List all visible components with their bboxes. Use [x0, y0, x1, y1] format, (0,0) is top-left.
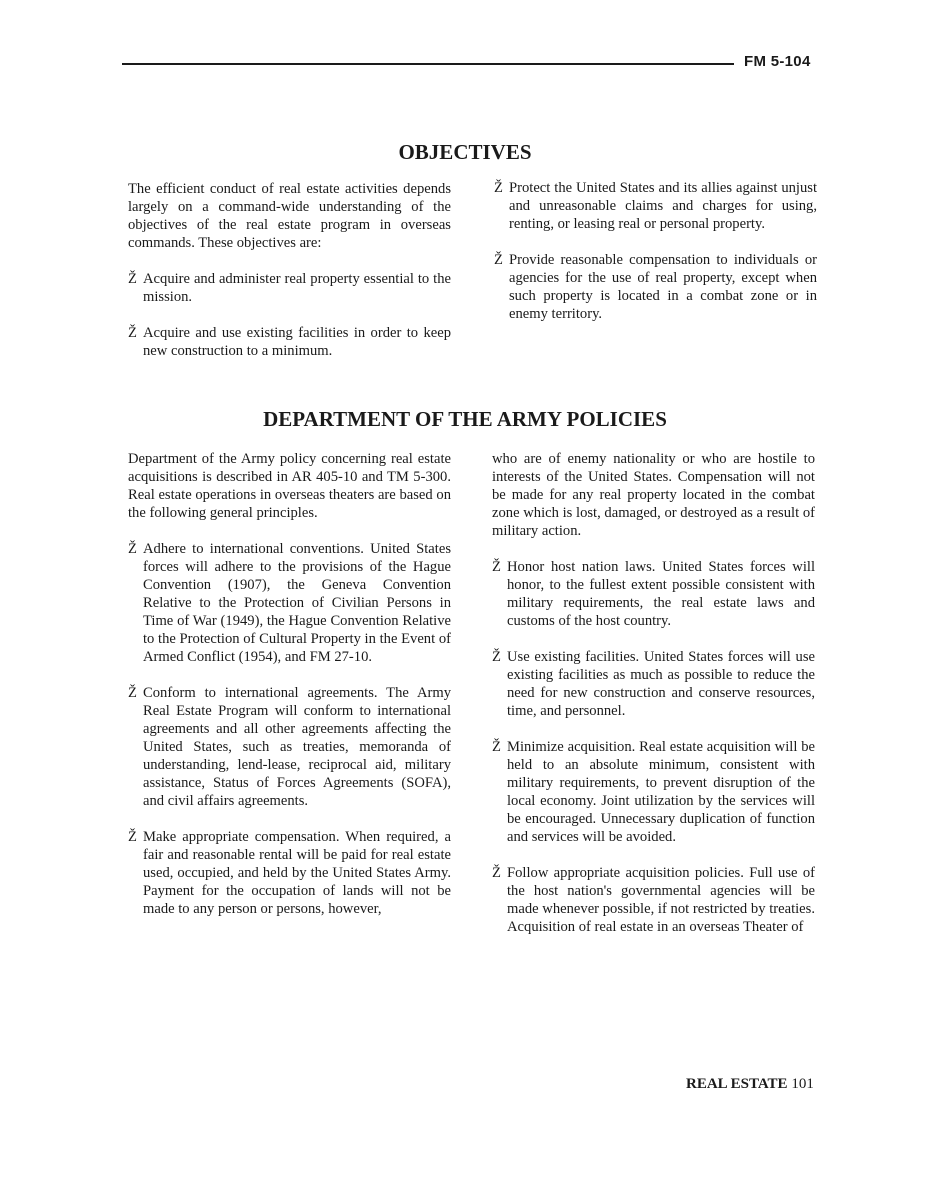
policy-text: Honor host nation laws. United States forces will honor, to the fullest extent possible consistent with military requirements, the real estate laws and customs of the host country.	[507, 559, 815, 629]
bullet-mark: Ž	[494, 180, 503, 196]
policy-bullet	[492, 648, 815, 720]
bullet-mark: Ž	[494, 252, 503, 268]
bullet-mark: Ž	[492, 559, 501, 575]
bullet-mark: Ž	[128, 325, 137, 341]
objectives-intro: The efficient conduct of real estate activities depends largely on a command-wide understanding of the objectives of the real estate program in overseas commands. These objectives are:	[128, 181, 451, 251]
policy-text: Make appropriate compensation. When required, a fair and reasonable rental will be paid for real estate used, occupied, and held by the United States Army. Payment for the occupation of lands will not be made to any person or persons, however,	[143, 829, 451, 917]
objective-text: Acquire and administer real property essential to the mission.	[143, 271, 451, 305]
policy-text: Adhere to international conventions. United States forces will adhere to the provisions of the Hague Convention (1907), the Geneva Convention Relative to the Protection of Civilian Persons in Time of War (1949), the Hague Convention Relative to the Protection of Cultural Property in the Event of Armed Conflict (1954), and FM 27-10.	[143, 541, 451, 665]
policy-continued-text: who are of enemy nationality or who are hostile to interests of the United States. Compensation will not be made for any real property located in the combat zone which is lost, damaged, or destroyed as a result of military action.	[492, 451, 815, 539]
document-id: FM 5-104	[744, 53, 811, 70]
objective-bullet	[128, 270, 451, 306]
bullet-mark: Ž	[128, 685, 137, 701]
bullet-mark: Ž	[128, 829, 137, 845]
policy-bullet	[492, 738, 815, 846]
page-number: 101	[791, 1076, 814, 1092]
objectives-title: OBJECTIVES	[398, 140, 532, 164]
policy-text: Follow appropriate acquisition policies. Full use of the host nation's governmental agencies will be made whenever possible, if not restricted by treaties. Acquisition of real estate in an overseas Theater of	[507, 865, 815, 935]
bullet-mark: Ž	[492, 739, 501, 755]
header-rule	[122, 63, 734, 65]
policy-bullet	[128, 684, 451, 810]
policy-bullet	[492, 558, 815, 630]
footer-section-name: REAL ESTATE	[686, 1076, 788, 1092]
policy-text: Conform to international agreements. The Army Real Estate Program will conform to international agreements and all other agreements affecting the United States, such as treaties, memoranda of understanding, lend-lease, reciprocal aid, military assistance, Status of Forces Agreements (SOFA), and civil affairs agreements.	[143, 685, 451, 809]
policies-title: DEPARTMENT OF THE ARMY POLICIES	[263, 407, 667, 431]
bullet-mark: Ž	[128, 541, 137, 557]
policy-bullet	[128, 828, 451, 918]
objective-bullet	[494, 251, 817, 323]
policies-left-column	[128, 450, 451, 918]
page-footer	[686, 1076, 814, 1093]
objective-bullet	[494, 179, 817, 233]
policies-right-column	[492, 450, 815, 936]
objectives-right-column	[494, 179, 817, 323]
policy-bullet	[492, 864, 815, 936]
policy-text: Minimize acquisition. Real estate acquisition will be held to an absolute minimum, consistent with military requirements, to prevent disruption of the local economy. Joint utilization by the services will be encouraged. Unnecessary duplication of function and services will be avoided.	[507, 739, 815, 845]
bullet-mark: Ž	[128, 271, 137, 287]
bullet-mark: Ž	[492, 649, 501, 665]
objective-text: Provide reasonable compensation to individuals or agencies for the use of real property, except when such property is located in a combat zone or in enemy territory.	[509, 252, 817, 322]
objective-text: Acquire and use existing facilities in order to keep new construction to a minimum.	[143, 325, 451, 359]
objective-bullet	[128, 324, 451, 360]
objective-text: Protect the United States and its allies against unjust and unreasonable claims and charges for using, renting, or leasing real or personal property.	[509, 180, 817, 232]
bullet-mark: Ž	[492, 865, 501, 881]
policies-intro: Department of the Army policy concerning real estate acquisitions is described in AR 405-10 and TM 5-300. Real estate operations in overseas theaters are based on the following general principles.	[128, 451, 451, 521]
objectives-left-column	[128, 180, 451, 360]
policy-text: Use existing facilities. United States forces will use existing facilities as much as possible to reduce the need for new construction and conserve resources, time, and personnel.	[507, 649, 815, 719]
policy-bullet	[128, 540, 451, 666]
